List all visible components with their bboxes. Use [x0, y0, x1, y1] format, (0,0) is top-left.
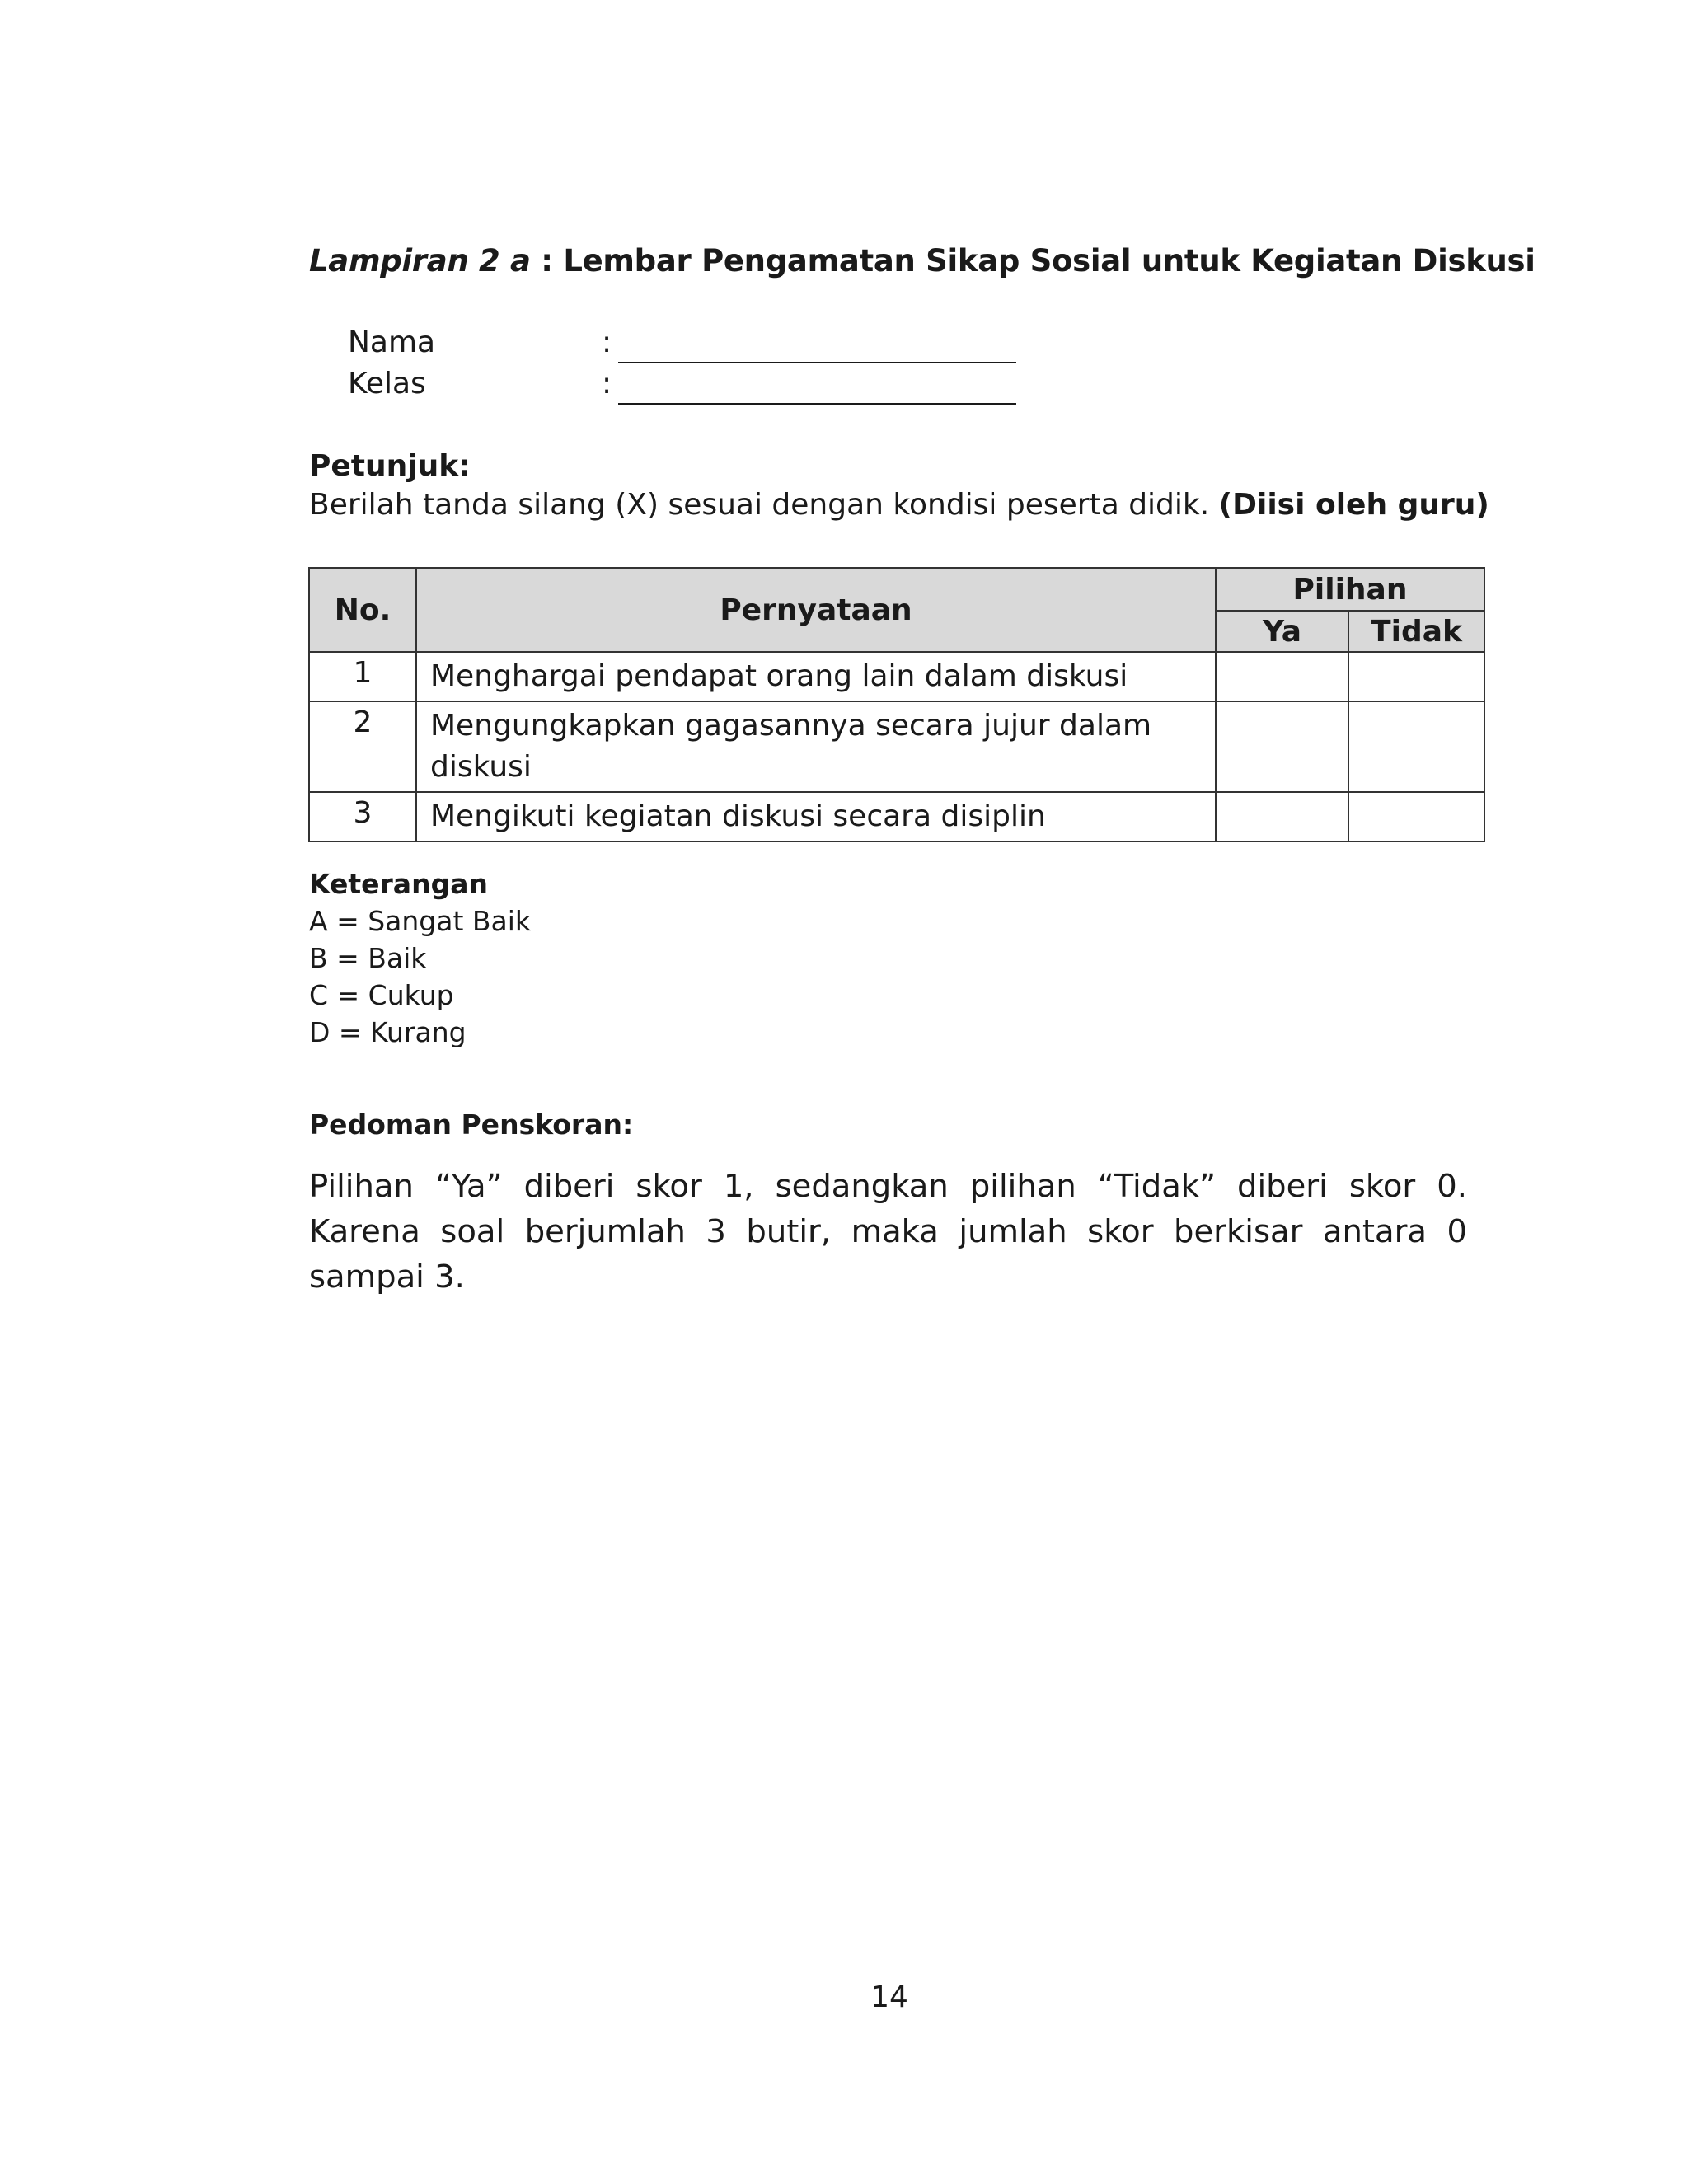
- observation-table: [308, 567, 1485, 842]
- row-number: 2: [309, 701, 416, 792]
- kelas-blank-line: [618, 403, 1016, 405]
- table-row: [309, 701, 1484, 792]
- header-tidak: Tidak: [1348, 611, 1484, 652]
- ya-cell[interactable]: [1216, 792, 1348, 841]
- ya-cell[interactable]: [1216, 701, 1348, 792]
- row-statement: Menghargai pendapat orang lain dalam diskusi: [416, 652, 1216, 701]
- nama-blank-line: [618, 362, 1016, 363]
- table-row: [309, 652, 1484, 701]
- ya-cell[interactable]: [1216, 652, 1348, 701]
- kelas-colon: :: [602, 367, 612, 401]
- nama-colon: :: [602, 326, 612, 359]
- header-ya: Ya: [1216, 611, 1348, 652]
- petunjuk-instruction: [309, 488, 1489, 522]
- row-statement: Mengungkapkan gagasannya secara jujur dalam diskusi: [416, 701, 1216, 792]
- tidak-cell[interactable]: [1348, 792, 1484, 841]
- petunjuk-bold-note: (Diisi oleh guru): [1218, 488, 1489, 522]
- keterangan-heading: Keterangan: [309, 868, 488, 900]
- nama-field: [348, 326, 1024, 367]
- keterangan-item: B = Baik: [309, 942, 427, 974]
- kelas-field: [348, 367, 1024, 408]
- table-row: [309, 792, 1484, 841]
- petunjuk-instruction-text: Berilah tanda silang (X) sesuai dengan kondisi peserta didik.: [309, 488, 1219, 522]
- title-appendix-label: Lampiran 2 a: [309, 243, 531, 279]
- header-pilihan: Pilihan: [1216, 568, 1484, 611]
- document-title: [309, 243, 1536, 279]
- petunjuk-heading: Petunjuk:: [309, 449, 471, 483]
- keterangan-item: A = Sangat Baik: [309, 905, 532, 937]
- tidak-cell[interactable]: [1348, 701, 1484, 792]
- page-number: 14: [870, 1980, 908, 2014]
- tidak-cell[interactable]: [1348, 652, 1484, 701]
- keterangan-section: [309, 865, 531, 1051]
- keterangan-item: C = Cukup: [309, 979, 454, 1011]
- header-pernyataan: Pernyataan: [416, 568, 1216, 652]
- row-statement: Mengikuti kegiatan diskusi secara disiplin: [416, 792, 1216, 841]
- pedoman-heading: Pedoman Penskoran:: [309, 1108, 634, 1141]
- header-no: No.: [309, 568, 416, 652]
- nama-label: Nama: [348, 326, 436, 359]
- keterangan-item: D = Kurang: [309, 1016, 467, 1048]
- pedoman-paragraph: Pilihan “Ya” diberi skor 1, sedangkan pilihan “Tidak” diberi skor 0. Karena soal berjumlah 3 butir, maka jumlah skor berkisar antara 0 sampai 3.: [309, 1168, 1467, 1296]
- kelas-label: Kelas: [348, 367, 426, 401]
- row-number: 3: [309, 792, 416, 841]
- row-number: 1: [309, 652, 416, 701]
- title-text: : Lembar Pengamatan Sikap Sosial untuk Kegiatan Diskusi: [530, 243, 1536, 279]
